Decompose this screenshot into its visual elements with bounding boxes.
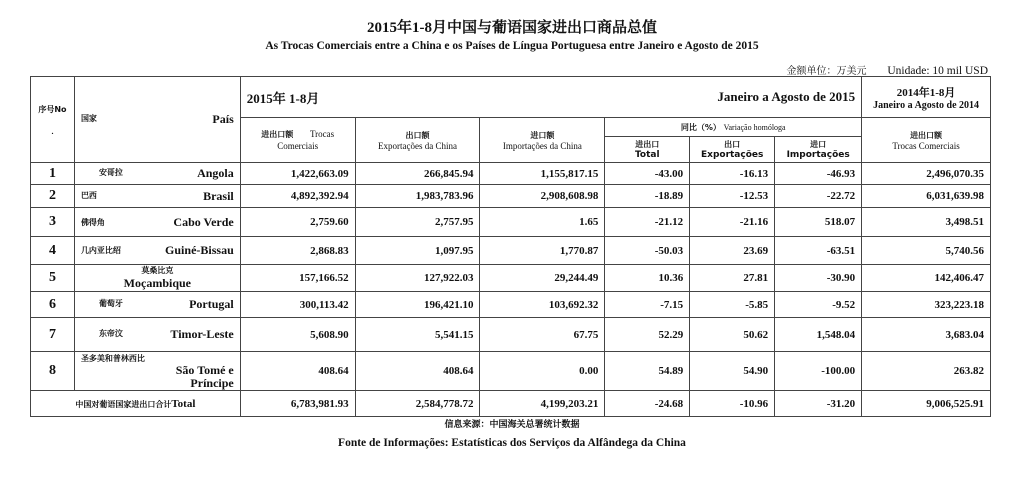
cell-var-import: -30.90 bbox=[775, 265, 862, 292]
cell-import: 29,244.49 bbox=[480, 265, 605, 292]
row-number: 2 bbox=[31, 185, 75, 208]
row-number: 5 bbox=[31, 265, 75, 292]
cell-export: 196,421.10 bbox=[355, 292, 480, 318]
country-name-chinese: 几内亚比绍 bbox=[80, 246, 121, 255]
cell-trocas2014: 263.82 bbox=[862, 352, 991, 391]
country-name-portuguese: Angola bbox=[197, 166, 234, 180]
header-exports: 出口额 Exportações da China bbox=[355, 118, 480, 163]
country-name-chinese: 圣多美和普林西比 bbox=[80, 354, 145, 363]
row-number: 6 bbox=[31, 292, 75, 318]
country-name-chinese: 莫桑比克 bbox=[141, 266, 174, 275]
row-number: 7 bbox=[31, 318, 75, 352]
cell-var-total: 54.89 bbox=[605, 352, 690, 391]
total-imports: 4,199,203.21 bbox=[480, 391, 605, 417]
cell-trocas2014: 323,223.18 bbox=[862, 292, 991, 318]
table-body bbox=[31, 163, 991, 391]
country-name-portuguese: Timor-Leste bbox=[170, 327, 234, 341]
page-title-chinese: 2015年1-8月中国与葡语国家进出口商品总值 bbox=[367, 20, 657, 36]
cell-var-export: 54.90 bbox=[690, 352, 775, 391]
country-name-portuguese: Guiné-Bissau bbox=[165, 243, 234, 257]
header-var-imports: 进口 Importações bbox=[775, 137, 862, 163]
cell-var-total: -18.89 bbox=[605, 185, 690, 208]
unit-label-chinese: 金额单位：万美元 bbox=[786, 66, 867, 77]
cell-trocas: 4,892,392.94 bbox=[240, 185, 355, 208]
table-row bbox=[31, 292, 991, 318]
cell-trocas: 5,608.90 bbox=[240, 318, 355, 352]
country-name-chinese: 东帝汶 bbox=[98, 329, 123, 338]
table-row bbox=[31, 265, 991, 292]
header-no: 序号No . bbox=[31, 77, 75, 163]
row-country bbox=[74, 185, 240, 208]
row-country bbox=[74, 265, 240, 292]
header-trocas-2014: 进出口额 Trocas Comerciais bbox=[862, 118, 991, 163]
row-country bbox=[74, 352, 240, 391]
row-number: 4 bbox=[31, 237, 75, 265]
country-name-chinese: 巴西 bbox=[80, 190, 97, 200]
table-row bbox=[31, 318, 991, 352]
header-imports: 进口额 Importações da China bbox=[480, 118, 605, 163]
cell-export: 127,922.03 bbox=[355, 265, 480, 292]
country-name-portuguese: Brasil bbox=[203, 188, 234, 203]
cell-trocas2014: 5,740.56 bbox=[862, 237, 991, 265]
cell-trocas2014: 3,683.04 bbox=[862, 318, 991, 352]
header-period-2014: 2014年1-8月 Janeiro a Agosto de 2014 bbox=[862, 77, 991, 118]
table-row bbox=[31, 352, 991, 391]
table-row bbox=[31, 237, 991, 265]
cell-trocas2014: 142,406.47 bbox=[862, 265, 991, 292]
trade-table bbox=[30, 76, 991, 417]
cell-var-export: -21.16 bbox=[690, 208, 775, 237]
cell-export: 2,757.95 bbox=[355, 208, 480, 237]
cell-var-total: 52.29 bbox=[605, 318, 690, 352]
country-name-chinese: 佛得角 bbox=[80, 217, 105, 227]
cell-trocas: 408.64 bbox=[240, 352, 355, 391]
table-row bbox=[31, 163, 991, 185]
cell-trocas: 300,113.42 bbox=[240, 292, 355, 318]
cell-var-export: -12.53 bbox=[690, 185, 775, 208]
cell-var-total: -43.00 bbox=[605, 163, 690, 185]
cell-import: 1,770.87 bbox=[480, 237, 605, 265]
cell-var-total: -7.15 bbox=[605, 292, 690, 318]
cell-trocas2014: 3,498.51 bbox=[862, 208, 991, 237]
cell-trocas2014: 6,031,639.98 bbox=[862, 185, 991, 208]
cell-var-total: -21.12 bbox=[605, 208, 690, 237]
header-variation: 同比（%） Variação homóloga bbox=[605, 118, 862, 137]
cell-export: 266,845.94 bbox=[355, 163, 480, 185]
total-trocas-2014: 9,006,525.91 bbox=[862, 391, 991, 417]
row-country bbox=[74, 208, 240, 237]
cell-var-import: -100.00 bbox=[775, 352, 862, 391]
cell-var-export: -5.85 bbox=[690, 292, 775, 318]
row-number: 3 bbox=[31, 208, 75, 237]
total-exports: 2,584,778.72 bbox=[355, 391, 480, 417]
cell-export: 408.64 bbox=[355, 352, 480, 391]
cell-var-export: 27.81 bbox=[690, 265, 775, 292]
cell-var-total: -50.03 bbox=[605, 237, 690, 265]
header-country-chinese: 国家 bbox=[80, 114, 97, 123]
country-name-portuguese: Cabo Verde bbox=[173, 214, 234, 229]
cell-var-export: 23.69 bbox=[690, 237, 775, 265]
table-row bbox=[31, 185, 991, 208]
cell-var-import: -9.52 bbox=[775, 292, 862, 318]
total-var-total: -24.68 bbox=[605, 391, 690, 417]
row-country bbox=[74, 237, 240, 265]
country-name-portuguese: Moçambique bbox=[123, 276, 192, 290]
cell-trocas2014: 2,496,070.35 bbox=[862, 163, 991, 185]
row-country bbox=[74, 318, 240, 352]
header-period-2015-pt: Janeiro a Agosto de 2015 bbox=[605, 77, 862, 118]
cell-import: 67.75 bbox=[480, 318, 605, 352]
cell-import: 0.00 bbox=[480, 352, 605, 391]
row-country bbox=[74, 292, 240, 318]
header-period-2015-cn: 2015年 1-8月 bbox=[240, 77, 605, 118]
total-label: 中国对葡语国家进出口合计Total bbox=[31, 391, 241, 417]
cell-var-import: 518.07 bbox=[775, 208, 862, 237]
country-name-chinese: 安哥拉 bbox=[98, 168, 123, 177]
cell-export: 1,097.95 bbox=[355, 237, 480, 265]
country-name-portuguese: São Tomé e Príncipe bbox=[175, 363, 234, 390]
header-country-portuguese: País bbox=[212, 112, 234, 126]
country-name-chinese: 葡萄牙 bbox=[98, 299, 123, 308]
cell-export: 5,541.15 bbox=[355, 318, 480, 352]
cell-import: 103,692.32 bbox=[480, 292, 605, 318]
cell-import: 1,155,817.15 bbox=[480, 163, 605, 185]
row-country bbox=[74, 163, 240, 185]
country-name-portuguese: Portugal bbox=[189, 297, 234, 311]
source-chinese: 信息来源：中国海关总署统计数据 bbox=[444, 420, 580, 430]
cell-trocas: 157,166.52 bbox=[240, 265, 355, 292]
cell-import: 2,908,608.98 bbox=[480, 185, 605, 208]
row-number: 1 bbox=[31, 163, 75, 185]
header-var-exports: 出口 Exportações bbox=[690, 137, 775, 163]
total-var-imports: -31.20 bbox=[775, 391, 862, 417]
total-var-exports: -10.96 bbox=[690, 391, 775, 417]
unit-label-portuguese: Unidade: 10 mil USD bbox=[887, 65, 988, 77]
cell-trocas: 1,422,663.09 bbox=[240, 163, 355, 185]
header-country bbox=[74, 77, 240, 163]
cell-var-import: -22.72 bbox=[775, 185, 862, 208]
cell-trocas: 2,868.83 bbox=[240, 237, 355, 265]
table-row bbox=[31, 208, 991, 237]
cell-var-import: 1,548.04 bbox=[775, 318, 862, 352]
cell-var-export: -16.13 bbox=[690, 163, 775, 185]
header-trocas: 进出口额 Trocas Comerciais bbox=[240, 118, 355, 163]
header-var-total: 进出口 Total bbox=[605, 137, 690, 163]
total-row bbox=[31, 391, 991, 417]
cell-var-export: 50.62 bbox=[690, 318, 775, 352]
cell-var-import: -46.93 bbox=[775, 163, 862, 185]
cell-import: 1.65 bbox=[480, 208, 605, 237]
unit-label bbox=[787, 62, 989, 77]
cell-var-total: 10.36 bbox=[605, 265, 690, 292]
cell-export: 1,983,783.96 bbox=[355, 185, 480, 208]
source-portuguese: Fonte de Informações: Estatísticas dos Serviços da Alfândega da China bbox=[338, 437, 686, 449]
cell-var-import: -63.51 bbox=[775, 237, 862, 265]
page-title-portuguese: As Trocas Comerciais entre a China e os Países de Língua Portuguesa entre Janeiro e Agosto de 2015 bbox=[265, 40, 759, 52]
row-number: 8 bbox=[31, 352, 75, 391]
total-trocas: 6,783,981.93 bbox=[240, 391, 355, 417]
cell-trocas: 2,759.60 bbox=[240, 208, 355, 237]
